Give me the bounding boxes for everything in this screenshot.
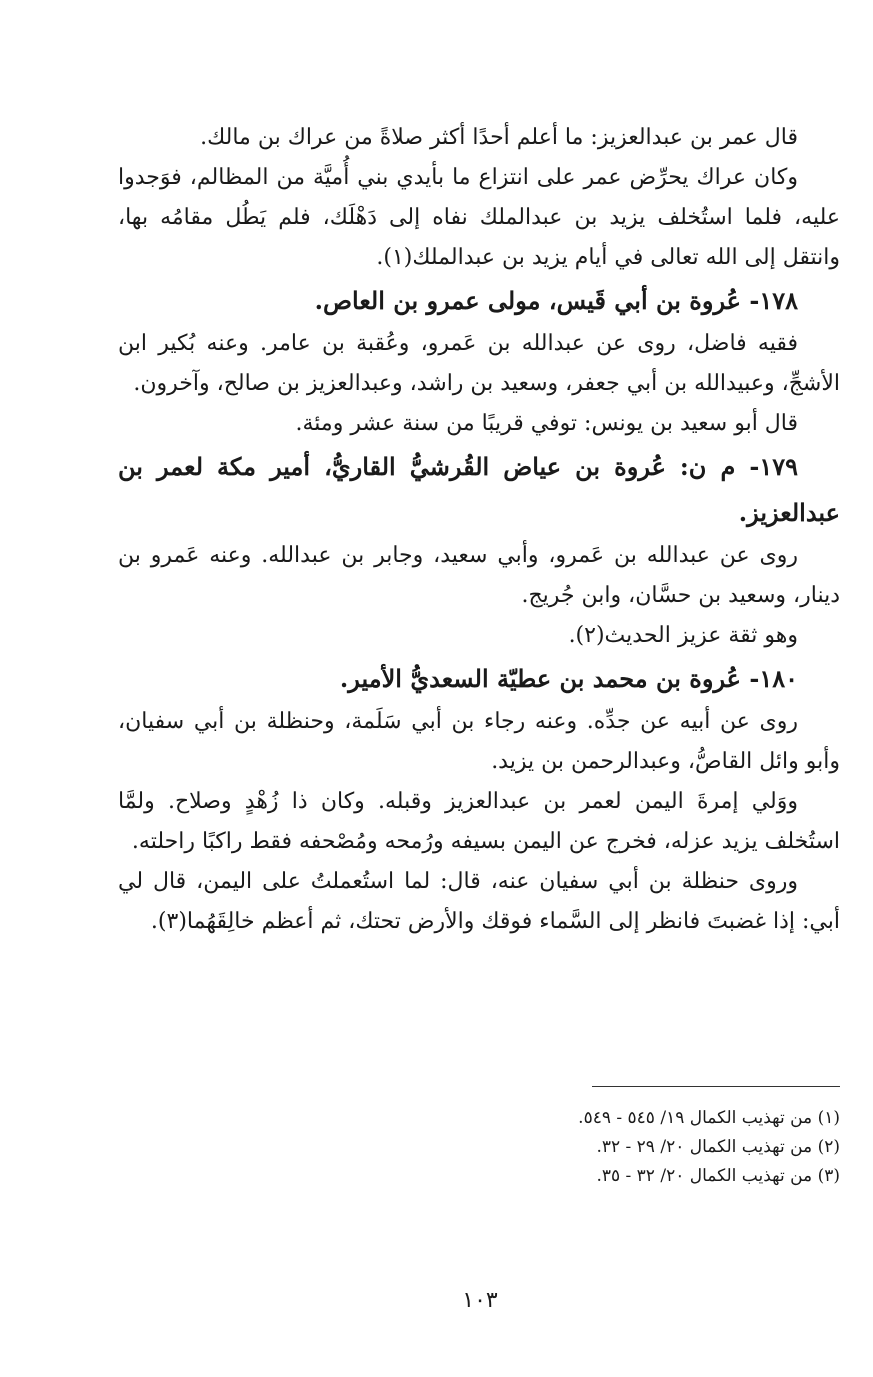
paragraph-180-governorship: ووَلي إمرةَ اليمن لعمر بن عبدالعزيز وقبله. وكان ذا زُهْدٍ وصلاح. ولمَّا استُخلف يزيد عزله، فخرج عن اليمن بسيفه ورُمحه ومُصْحفه فقط راكبًا راحلته. bbox=[118, 789, 840, 854]
paragraph-180-father-advice: وروى حنظلة بن أبي سفيان عنه، قال: لما استُعملتُ على اليمن، قال لي أبي: إذا غضبتَ فانظر إلى السَّماء فوقك والأرض تحتك، ثم أعظم خالِقَهُما(٣). bbox=[118, 869, 840, 934]
footnote-1: (١) من تهذيب الكمال ١٩/ ٥٤٥ - ٥٤٩. bbox=[578, 1108, 840, 1128]
footnote-3: (٣) من تهذيب الكمال ٢٠/ ٣٢ - ٣٥. bbox=[596, 1166, 840, 1186]
paragraph-180-narrators: روى عن أبيه عن جدِّه. وعنه رجاء بن أبي سَلَمة، وحنظلة بن أبي سفيان، وأبو وائل القاصُّ، وعبدالرحمن بن يزيد. bbox=[118, 709, 840, 774]
page-number: ١٠٣ bbox=[462, 1288, 498, 1313]
paragraph-178-narrators: فقيه فاضل، روى عن عبدالله بن عَمرو، وعُقبة بن عامر. وعنه بُكير ابن الأشجِّ، وعبيدالله بن أبي جعفر، وسعيد بن راشد، وعبدالعزيز بن صالح، وآخرون. bbox=[118, 331, 840, 396]
footnote-2: (٢) من تهذيب الكمال ٢٠/ ٢٩ - ٣٢. bbox=[596, 1137, 840, 1157]
entry-heading-178: ١٧٨- عُروة بن أبي قَيس، مولى عمرو بن العاص. bbox=[314, 286, 798, 315]
paragraph-178-death: قال أبو سعيد بن يونس: توفي قريبًا من سنة عشر ومئة. bbox=[295, 411, 798, 436]
paragraph-umar-saying: قال عمر بن عبدالعزيز: ما أعلم أحدًا أكثر صلاةً من عراك بن مالك. bbox=[200, 125, 798, 150]
main-text bbox=[118, 118, 840, 942]
entry-heading-180: ١٨٠- عُروة بن محمد بن عطيّة السعديُّ الأمير. bbox=[339, 664, 798, 693]
footnotes bbox=[400, 1104, 840, 1191]
paragraph-179-grading: وهو ثقة عزيز الحديث(٢). bbox=[568, 623, 798, 648]
paragraph-irak-exile: وكان عراك يحرِّض عمر على انتزاع ما بأيدي بني أُميَّة من المظالم، فوَجدوا عليه، فلما استُخلف يزيد بن عبدالملك نفاه إلى دَهْلَك، فلم يَطُل مقامُه بها، وانتقل إلى الله تعالى في أيام يزيد بن عبدالملك(١). bbox=[118, 165, 840, 270]
entry-heading-179: ١٧٩- م ن: عُروة بن عياض القُرشيُّ القاريُّ، أمير مكة لعمر بن عبدالعزيز. bbox=[118, 452, 840, 527]
footnote-divider bbox=[592, 1086, 840, 1087]
paragraph-179-narrators: روى عن عبدالله بن عَمرو، وأبي سعيد، وجابر بن عبدالله. وعنه عَمرو بن دينار، وسعيد بن حسَّان، وابن جُريج. bbox=[118, 543, 840, 608]
